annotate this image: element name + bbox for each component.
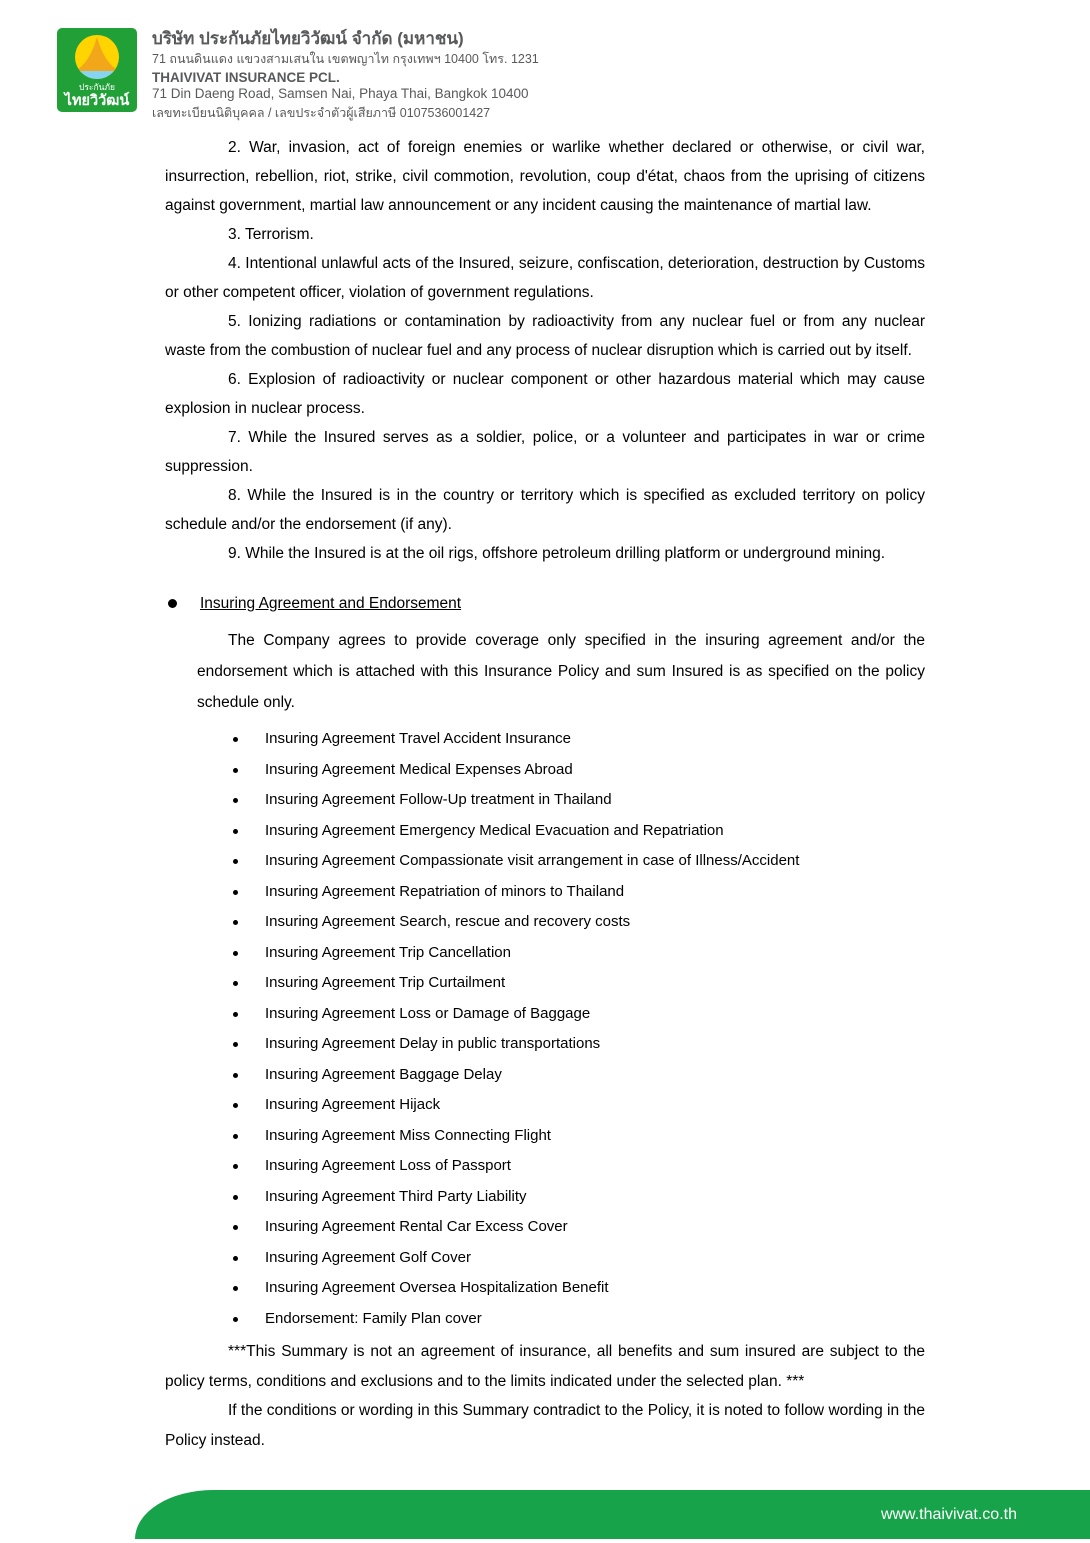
list-item-label: Insuring Agreement Repatriation of minors to Thailand	[265, 882, 625, 900]
exclusion-paragraph-2: 2. War, invasion, act of foreign enemies or warlike whether declared or otherwise, or civil war, insurrection, rebellion, riot, strike, civil commotion, revolution, coup d'état, chaos from the uprising of citizens against government, martial law announcement or any incident causing the maintenance of martial law.	[165, 139, 925, 214]
bullet-icon	[233, 1164, 238, 1169]
list-item	[165, 907, 925, 938]
list-item-label: Insuring Agreement Baggage Delay	[265, 1065, 502, 1083]
company-address-thai: 71 ถนนดินแดง แขวงสามเสนใน เขตพญาไท กรุงเทพฯ 10400 โทร. 1231	[152, 52, 539, 66]
insuring-agreement-list	[165, 724, 925, 1334]
exclusion-paragraph-3: 3. Terrorism.	[228, 226, 314, 243]
list-item	[165, 1060, 925, 1091]
list-item	[165, 816, 925, 847]
logo-thai-small-text: ประกันภัย	[78, 82, 116, 92]
list-item-label: Insuring Agreement Follow-Up treatment in Thailand	[265, 791, 612, 808]
list-item	[165, 1029, 925, 1060]
list-item-label: Insuring Agreement Delay in public transportations	[265, 1035, 601, 1052]
list-item	[165, 1304, 925, 1335]
list-item-label: Insuring Agreement Hijack	[265, 1096, 441, 1113]
list-item-label: Insuring Agreement Loss of Passport	[265, 1157, 511, 1174]
exclusion-paragraph-9: 9. While the Insured is at the oil rigs, offshore petroleum drilling platform or underground mining.	[228, 545, 886, 562]
list-item-label: Insuring Agreement Oversea Hospitalization Benefit	[265, 1279, 609, 1296]
company-registration-number: เลขทะเบียนนิติบุคคล / เลขประจำตัวผู้เสียภาษี 0107536001427	[152, 106, 491, 120]
list-item	[165, 846, 925, 877]
letterhead-text	[152, 28, 539, 121]
bullet-icon	[233, 798, 238, 803]
bullet-icon	[233, 859, 238, 864]
exclusion-paragraph-7: 7. While the Insured serves as a soldier, police, or a volunteer and participates in war or crime suppression.	[165, 429, 925, 475]
list-item-label: Insuring Agreement Rental Car Excess Cover	[265, 1218, 568, 1235]
list-item-label: Insuring Agreement Compassionate visit arrangement in case of Illness/Accident	[265, 852, 800, 869]
list-item	[165, 755, 925, 786]
bullet-icon	[233, 1042, 238, 1047]
exclusion-paragraph-6: 6. Explosion of radioactivity or nuclear component or other hazardous material which may cause explosion in nuclear process.	[165, 371, 925, 417]
list-item	[165, 938, 925, 969]
list-item-label: Insuring Agreement Loss or Damage of Baggage	[265, 1004, 591, 1022]
footer-band	[135, 1490, 1090, 1539]
company-name-english: THAIVIVAT INSURANCE PCL.	[152, 70, 340, 85]
bullet-icon	[233, 768, 238, 773]
insuring-agreement-intro: The Company agrees to provide coverage only specified in the insuring agreement and/or the endorsement which is attached with this Insurance Policy and sum Insured is as specified on the policy schedule only.	[197, 632, 925, 711]
exclusion-paragraph-8: 8. While the Insured is in the country or territory which is specified as excluded territory on policy schedule and/or the endorsement (if any).	[165, 487, 925, 533]
list-item	[165, 1090, 925, 1121]
bullet-icon	[233, 1073, 238, 1078]
list-item	[165, 1243, 925, 1274]
company-logo	[57, 28, 137, 112]
section-bullet-icon	[168, 599, 177, 608]
bullet-icon	[233, 737, 238, 742]
company-name-thai: บริษัท ประกันภัยไทยวิวัฒน์ จำกัด (มหาชน)	[152, 29, 464, 48]
bullet-icon	[233, 1134, 238, 1139]
list-item	[165, 785, 925, 816]
policy-precedence-note: If the conditions or wording in this Summary contradict to the Policy, it is noted to follow wording in the Policy instead.	[165, 1402, 925, 1449]
list-item	[165, 724, 925, 755]
list-item-label: Insuring Agreement Emergency Medical Evacuation and Repatriation	[265, 821, 724, 839]
bullet-icon	[233, 1195, 238, 1200]
bullet-icon	[233, 1256, 238, 1261]
list-item	[165, 1151, 925, 1182]
list-item-label: Insuring Agreement Medical Expenses Abroad	[265, 760, 573, 778]
bullet-icon	[233, 1012, 238, 1017]
insuring-agreement-section-heading	[165, 589, 925, 618]
list-item	[165, 1212, 925, 1243]
bullet-icon	[233, 1103, 238, 1108]
exclusion-paragraph-5: 5. Ionizing radiations or contamination by radioactivity from any nuclear fuel or from any nuclear waste from the combustion of nuclear fuel and any process of nuclear disruption which is carried out by itself.	[165, 313, 925, 359]
bullet-icon	[233, 920, 238, 925]
list-item-label: Endorsement: Family Plan cover	[265, 1309, 482, 1327]
list-item	[165, 877, 925, 908]
logo-thai-large-text: ไทยวิวัฒน์	[64, 93, 130, 109]
bullet-icon	[233, 1317, 238, 1322]
list-item-label: Insuring Agreement Trip Curtailment	[265, 974, 506, 991]
letterhead	[57, 28, 539, 121]
summary-disclaimer: ***This Summary is not an agreement of insurance, all benefits and sum insured are subject to the policy terms, conditions and exclusions and to the limits indicated under the selected plan. ***	[165, 1343, 925, 1390]
list-item-label: Insuring Agreement Trip Cancellation	[265, 943, 511, 961]
list-item	[165, 968, 925, 999]
list-item-label: Insuring Agreement Miss Connecting Flight	[265, 1126, 551, 1144]
list-item-label: Insuring Agreement Third Party Liability	[265, 1187, 527, 1205]
list-item	[165, 1182, 925, 1213]
bullet-icon	[233, 829, 238, 834]
footer-website-url: www.thaivivat.co.th	[880, 1505, 1017, 1523]
bullet-icon	[233, 1225, 238, 1230]
bullet-icon	[233, 1286, 238, 1291]
document-body	[165, 133, 925, 1455]
exclusion-paragraph-4: 4. Intentional unlawful acts of the Insured, seizure, confiscation, deterioration, destruction by Customs or other competent officer, violation of government regulations.	[165, 255, 925, 301]
list-item	[165, 1273, 925, 1304]
bullet-icon	[233, 981, 238, 986]
bullet-icon	[233, 951, 238, 956]
list-item-label: Insuring Agreement Travel Accident Insurance	[265, 730, 572, 747]
list-item-label: Insuring Agreement Search, rescue and recovery costs	[265, 913, 631, 930]
list-item	[165, 999, 925, 1030]
bullet-icon	[233, 890, 238, 895]
section-heading-label: Insuring Agreement and Endorsement	[200, 595, 462, 612]
list-item-label: Insuring Agreement Golf Cover	[265, 1248, 471, 1266]
list-item	[165, 1121, 925, 1152]
thaivivat-logo-icon	[57, 28, 137, 112]
company-address-english: 71 Din Daeng Road, Samsen Nai, Phaya Thai, Bangkok 10400	[152, 86, 529, 101]
